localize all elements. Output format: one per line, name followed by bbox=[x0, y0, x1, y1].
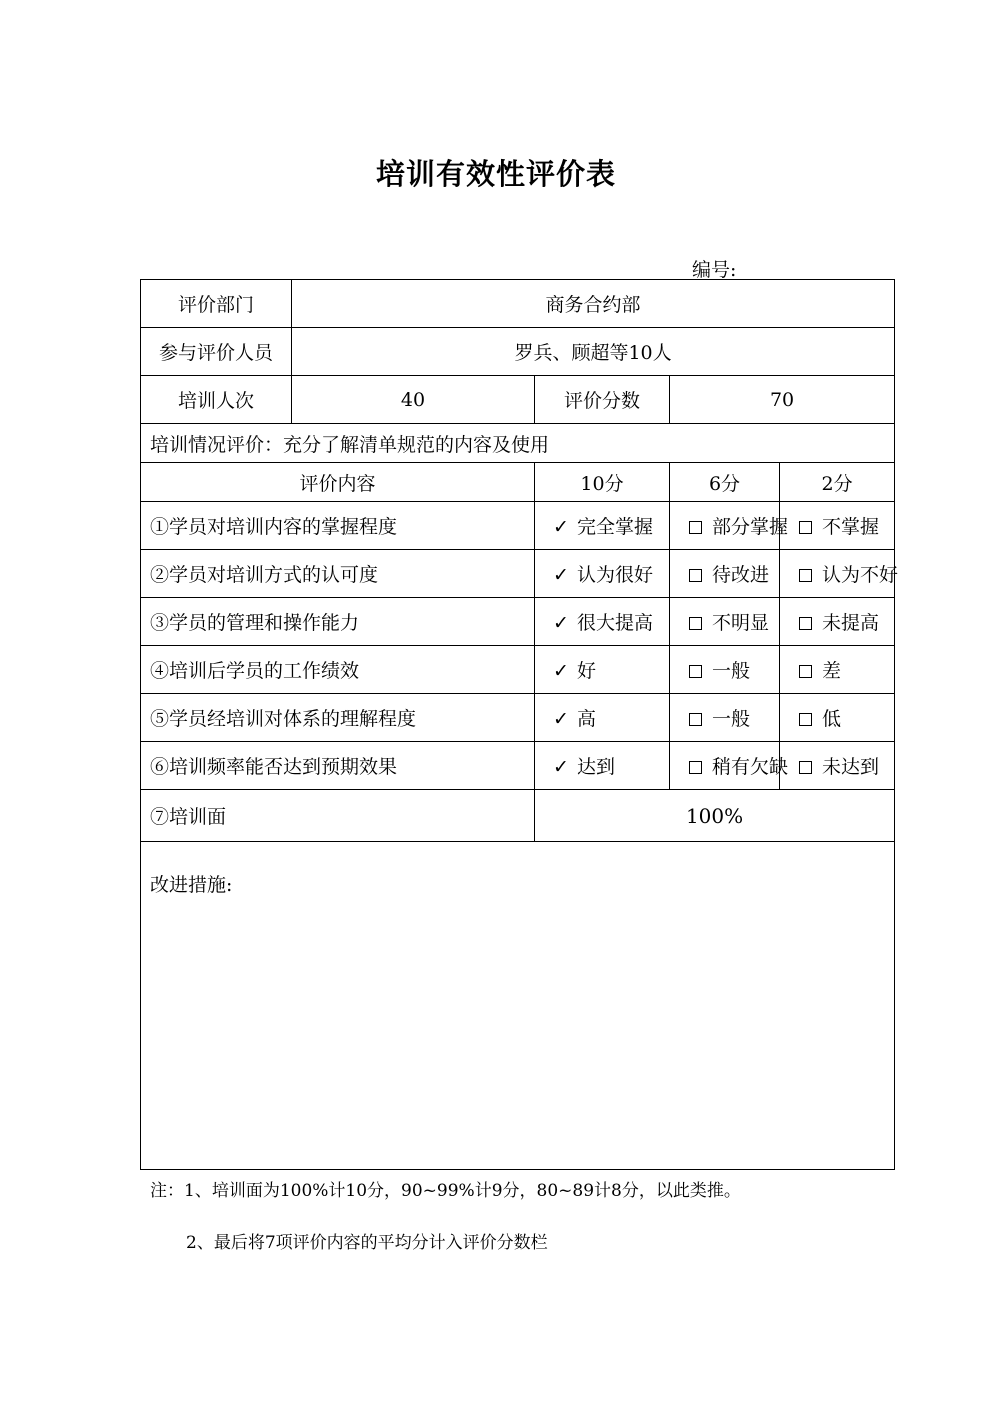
table-row bbox=[141, 742, 895, 790]
form-title: 培训有效性评价表 bbox=[375, 157, 616, 191]
participants-label: 参与评价人员 bbox=[141, 328, 292, 376]
item-label: ③学员的管理和操作能力 bbox=[141, 598, 535, 646]
option-2[interactable]: 认为不好 bbox=[780, 550, 895, 598]
coverage-label: ⑦培训面 bbox=[141, 790, 535, 842]
checkbox-icon bbox=[799, 713, 812, 726]
option-6[interactable]: 部分掌握 bbox=[670, 502, 780, 550]
option-2[interactable]: 未提高 bbox=[780, 598, 895, 646]
item-label: ①学员对培训内容的掌握程度 bbox=[141, 502, 535, 550]
checkbox-icon bbox=[689, 761, 702, 774]
item-label: ②学员对培训方式的认可度 bbox=[141, 550, 535, 598]
checkbox-icon bbox=[689, 569, 702, 582]
option-6[interactable]: 一般 bbox=[670, 646, 780, 694]
checkbox-icon bbox=[799, 569, 812, 582]
note-1: 注：1、培训面为100%计10分，90~99%计9分，80~89计8分，以此类推。 bbox=[150, 1181, 741, 1201]
check-icon: ✓ bbox=[553, 564, 569, 586]
checkbox-icon bbox=[689, 521, 702, 534]
dept-label: 评价部门 bbox=[141, 280, 292, 328]
table-row bbox=[141, 646, 895, 694]
participants-value: 罗兵、顾超等10人 bbox=[292, 328, 895, 376]
option-6[interactable]: 稍有欠缺 bbox=[670, 742, 780, 790]
score-value: 70 bbox=[670, 376, 895, 424]
check-icon: ✓ bbox=[553, 708, 569, 730]
training-summary: 培训情况评价：充分了解清单规范的内容及使用 bbox=[141, 424, 895, 463]
table-row bbox=[141, 694, 895, 742]
option-10[interactable]: ✓ 认为很好 bbox=[535, 550, 670, 598]
option-10[interactable]: ✓ 达到 bbox=[535, 742, 670, 790]
table-row bbox=[141, 598, 895, 646]
checkbox-icon bbox=[689, 617, 702, 630]
option-6[interactable]: 不明显 bbox=[670, 598, 780, 646]
col-header-10: 10分 bbox=[535, 463, 670, 502]
table-row bbox=[141, 550, 895, 598]
score-label: 评价分数 bbox=[535, 376, 670, 424]
option-6[interactable]: 待改进 bbox=[670, 550, 780, 598]
option-10[interactable]: ✓ 好 bbox=[535, 646, 670, 694]
col-header-content: 评价内容 bbox=[141, 463, 535, 502]
checkbox-icon bbox=[799, 761, 812, 774]
option-2[interactable]: 低 bbox=[780, 694, 895, 742]
option-10[interactable]: ✓ 完全掌握 bbox=[535, 502, 670, 550]
item-label: ⑥培训频率能否达到预期效果 bbox=[141, 742, 535, 790]
check-icon: ✓ bbox=[553, 756, 569, 778]
option-10[interactable]: ✓ 很大提高 bbox=[535, 598, 670, 646]
trainees-label: 培训人次 bbox=[141, 376, 292, 424]
check-icon: ✓ bbox=[553, 660, 569, 682]
checkbox-icon bbox=[799, 617, 812, 630]
col-header-2: 2分 bbox=[780, 463, 895, 502]
option-2[interactable]: 不掌握 bbox=[780, 502, 895, 550]
item-label: ⑤学员经培训对体系的理解程度 bbox=[141, 694, 535, 742]
checkbox-icon bbox=[689, 665, 702, 678]
table-row bbox=[141, 502, 895, 550]
evaluation-table bbox=[140, 279, 899, 1170]
checkbox-icon bbox=[799, 665, 812, 678]
option-2[interactable]: 未达到 bbox=[780, 742, 895, 790]
check-icon: ✓ bbox=[553, 516, 569, 538]
check-icon: ✓ bbox=[553, 612, 569, 634]
trainees-value: 40 bbox=[292, 376, 535, 424]
checkbox-icon bbox=[689, 713, 702, 726]
option-2[interactable]: 差 bbox=[780, 646, 895, 694]
col-header-6: 6分 bbox=[670, 463, 780, 502]
coverage-value: 100% bbox=[535, 790, 895, 842]
option-6[interactable]: 一般 bbox=[670, 694, 780, 742]
serial-number-label: 编号: bbox=[692, 259, 737, 281]
improvement-label: 改进措施: bbox=[150, 874, 233, 896]
checkbox-icon bbox=[799, 521, 812, 534]
dept-value: 商务合约部 bbox=[292, 280, 895, 328]
option-10[interactable]: ✓ 高 bbox=[535, 694, 670, 742]
note-2: 2、最后将7项评价内容的平均分计入评价分数栏 bbox=[186, 1233, 548, 1253]
improvement-measures[interactable] bbox=[141, 842, 895, 1170]
item-label: ④培训后学员的工作绩效 bbox=[141, 646, 535, 694]
